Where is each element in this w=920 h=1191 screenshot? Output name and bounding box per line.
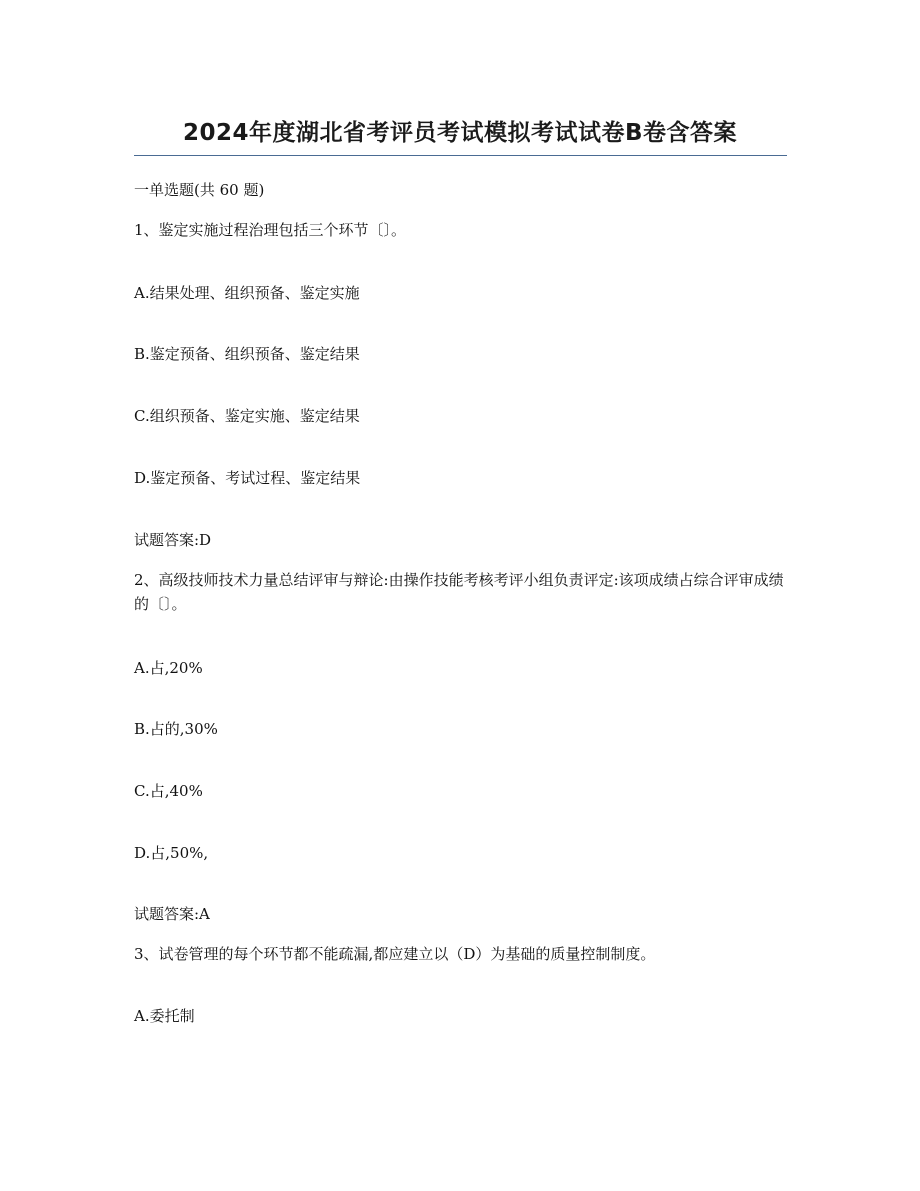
- question-2-option-c: C.占,40%: [134, 782, 203, 800]
- question-3-text: 3、试卷管理的每个环节都不能疏漏,都应建立以（D）为基础的质量控制制度。: [134, 945, 656, 963]
- question-2-option-b: B.占的,30%: [134, 720, 218, 738]
- question-1-text: 1、鉴定实施过程治理包括三个环节〔〕。: [134, 221, 407, 239]
- question-2-option-d: D.占,50%,: [134, 844, 209, 862]
- question-2-text: 2、高级技师技术力量总结评审与辩论:由操作技能考核考评小组负责评定:该项成绩占综合评审成绩的〔〕。: [134, 571, 784, 613]
- question-2-option-a: A.占,20%: [134, 659, 203, 677]
- section-heading: 一单选题(共 60 题): [134, 181, 265, 199]
- document-title: 2024年度湖北省考评员考试模拟考试试卷B卷含答案: [182, 120, 738, 146]
- question-1-option-d: D.鉴定预备、考试过程、鉴定结果: [134, 469, 361, 487]
- question-1-option-b: B.鉴定预备、组织预备、鉴定结果: [134, 345, 360, 363]
- question-1-option-a: A.结果处理、组织预备、鉴定实施: [134, 284, 360, 302]
- question-1-option-c: C.组织预备、鉴定实施、鉴定结果: [134, 407, 360, 425]
- question-1-answer: 试题答案:D: [134, 531, 212, 549]
- question-2-answer: 试题答案:A: [134, 905, 210, 923]
- title-underline: [134, 155, 787, 156]
- question-3-option-a: A.委托制: [134, 1007, 195, 1025]
